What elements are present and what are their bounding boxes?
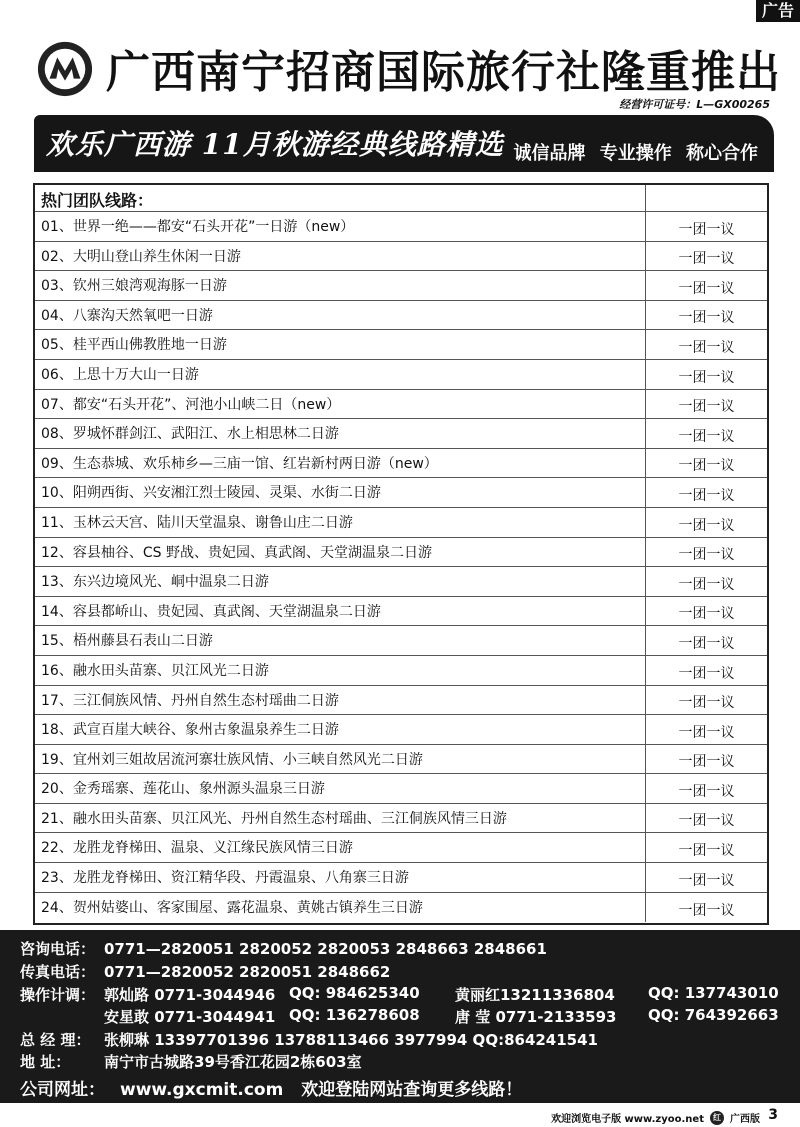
route-name: [35, 508, 646, 537]
route-price: 一团一议: [678, 369, 735, 386]
route-row: [35, 804, 767, 834]
website-note: 欢迎登陆网站查询更多线路！: [301, 1080, 523, 1100]
operator-1-qq: QQ: 984625340: [289, 984, 420, 1002]
fax-line: [20, 961, 390, 982]
route-row: [35, 271, 767, 301]
route-number: 09、: [41, 455, 73, 472]
route-name: [35, 271, 646, 300]
route-row: [35, 360, 767, 390]
route-name: [35, 478, 646, 507]
route-name: [35, 597, 646, 626]
route-price: 一团一议: [678, 695, 735, 712]
route-price: 一团一议: [678, 903, 735, 920]
route-row: [35, 390, 767, 420]
contact-panel: [0, 930, 800, 1103]
route-row: [35, 567, 767, 597]
route-price: 一团一议: [678, 813, 735, 830]
route-price: 一团一议: [678, 872, 735, 889]
footer-site: 欢迎浏览电子版 www.zyoo.net: [551, 1114, 704, 1125]
operator-3: 安星敢 0771-3044941: [104, 1008, 276, 1026]
operator-1: 郭灿路 0771-3044946: [104, 986, 276, 1004]
address-text: 南宁市古城路39号香江花园2栋603室: [104, 1053, 362, 1071]
page-footer: [0, 1103, 800, 1127]
footer-brand: 广西版: [730, 1114, 760, 1125]
route-row: [35, 478, 767, 508]
route-name: [35, 686, 646, 715]
banner-slogan: 诚信品牌 专业操作 称心合作: [513, 143, 758, 164]
route-row: [35, 863, 767, 893]
route-number: 13、: [41, 574, 73, 591]
company-title: 广西南宁招商国际旅行社隆重推出: [106, 47, 781, 98]
route-number: 15、: [41, 633, 73, 650]
route-price: 一团一议: [678, 251, 735, 268]
route-row: [35, 242, 767, 272]
footer-badge-icon: 红: [710, 1111, 724, 1125]
route-title: 贺州姑婆山、客家围屋、露花温泉、黄姚古镇养生三日游: [72, 899, 423, 916]
route-row: [35, 893, 767, 923]
operator-line-1: [20, 984, 275, 1005]
route-title: 融水田头苗寨、贝江风光、丹州自然生态村瑶曲、三江侗族风情三日游: [72, 810, 507, 827]
route-price: 一团一议: [678, 783, 735, 800]
route-number: 07、: [41, 396, 73, 413]
page-number: 3: [768, 1107, 778, 1123]
route-number: 08、: [41, 426, 73, 443]
route-name: [35, 538, 646, 567]
route-title: 金秀瑶寨、莲花山、象州源头温泉三日游: [72, 781, 325, 798]
license-number: 经营许可证号：L—GX00265: [619, 98, 770, 111]
route-name: [35, 301, 646, 330]
phone-label: 咨询电话：: [20, 940, 96, 958]
route-title: 钦州三娘湾观海豚一日游: [72, 278, 227, 295]
route-title: 武宣百崖大峡谷、象州古象温泉养生二日游: [72, 722, 339, 739]
route-title: 罗城怀群剑江、武阳江、水上相思林二日游: [72, 426, 339, 443]
route-name: [35, 774, 646, 803]
route-row: [35, 508, 767, 538]
route-number: 02、: [41, 248, 73, 265]
route-name: [35, 656, 646, 685]
route-price: 一团一议: [678, 635, 735, 652]
promo-banner: [34, 115, 774, 172]
operator-2: 黄丽红13211336804: [455, 986, 615, 1004]
route-row: [35, 686, 767, 716]
route-price: 一团一议: [678, 280, 735, 297]
route-number: 14、: [41, 603, 73, 620]
route-row: [35, 626, 767, 656]
route-name: [35, 567, 646, 596]
route-title: 三江侗族风情、丹州自然生态村瑶曲二日游: [72, 692, 339, 709]
route-price: 一团一议: [678, 428, 735, 445]
route-number: 03、: [41, 278, 73, 295]
route-row: [35, 330, 767, 360]
route-name: [35, 626, 646, 655]
route-price: 一团一议: [678, 339, 735, 356]
route-price: 一团一议: [678, 754, 735, 771]
route-title: 龙胜龙脊梯田、温泉、义江缘民族风情三日游: [72, 840, 353, 857]
banner-title: 欢乐广西游 11月秋游经典线路精选: [46, 128, 504, 161]
route-row: [35, 597, 767, 627]
route-row: [35, 745, 767, 775]
route-number: 18、: [41, 722, 73, 739]
route-title: 世界一绝——都安“石头开花”一日游（new）: [72, 219, 355, 235]
routes-table: [33, 183, 769, 925]
route-name: [35, 893, 646, 923]
route-title: 八寨沟天然氧吧一日游: [72, 307, 213, 324]
route-row: [35, 419, 767, 449]
route-price: 一团一议: [678, 665, 735, 682]
operator-4-qq: QQ: 764392663: [648, 1006, 779, 1024]
route-number: 04、: [41, 307, 73, 324]
gm-contact: 张柳琳 13397701396 13788113466 3977994 QQ:864241541: [104, 1031, 598, 1049]
route-number: 06、: [41, 366, 73, 383]
route-name: [35, 419, 646, 448]
route-name: [35, 360, 646, 389]
route-name: [35, 863, 646, 892]
route-title: 桂平西山佛教胜地一日游: [72, 337, 227, 354]
route-name: [35, 715, 646, 744]
route-row: [35, 538, 767, 568]
operator-2-qq: QQ: 137743010: [648, 984, 779, 1002]
route-title: 上思十万大山一日游: [72, 366, 199, 383]
route-price: 一团一议: [678, 399, 735, 416]
route-title: 都安“石头开花”、河池小山峡二日（new）: [72, 396, 341, 413]
route-title: 东兴边境风光、峒中温泉二日游: [72, 574, 269, 591]
route-title: 容县柚谷、CS 野战、贵妃园、真武阁、天堂湖温泉二日游: [72, 544, 432, 561]
route-name: [35, 745, 646, 774]
route-row: [35, 301, 767, 331]
route-title: 玉林云天宫、陆川天堂温泉、谢鲁山庄二日游: [72, 514, 353, 531]
route-row: [35, 833, 767, 863]
route-number: 23、: [41, 870, 73, 887]
gm-label: 总 经 理：: [20, 1031, 91, 1049]
route-price: 一团一议: [678, 487, 735, 504]
route-number: 16、: [41, 662, 73, 679]
route-price: 一团一议: [678, 547, 735, 564]
route-price: 一团一议: [678, 310, 735, 327]
route-name: [35, 390, 646, 419]
fax-label: 传真电话：: [20, 963, 96, 981]
route-number: 21、: [41, 810, 73, 827]
route-title: 宜州刘三姐故居流河寨壮族风情、小三峡自然风光二日游: [72, 751, 423, 768]
route-number: 10、: [41, 485, 73, 502]
route-title: 梧州藤县石表山二日游: [72, 633, 213, 650]
company-logo-icon: [36, 40, 94, 98]
website-link[interactable]: www.gxcmit.com: [120, 1080, 284, 1100]
route-price: 一团一议: [678, 606, 735, 623]
route-price: 一团一议: [678, 458, 735, 475]
route-row: [35, 774, 767, 804]
route-title: 融水田头苗寨、贝江风光二日游: [72, 662, 269, 679]
operator-3-qq: QQ: 136278608: [289, 1006, 420, 1024]
phone-numbers: 0771—2820051 2820052 2820053 2848663 2848661: [104, 940, 547, 958]
route-name: [35, 804, 646, 833]
route-number: 17、: [41, 692, 73, 709]
routes-header: 热门团队线路：: [35, 185, 646, 211]
route-row: [35, 212, 767, 242]
route-number: 11、: [41, 514, 73, 531]
address-label: 地 址：: [20, 1053, 71, 1071]
route-title: 大明山登山养生休闲一日游: [72, 248, 241, 265]
route-price: 一团一议: [678, 724, 735, 741]
website-line: [20, 1075, 522, 1100]
route-price: 一团一议: [678, 517, 735, 534]
route-title: 龙胜龙脊梯田、资江精华段、丹霞温泉、八角寨三日游: [72, 870, 409, 887]
route-row: [35, 449, 767, 479]
route-name: [35, 833, 646, 862]
operator-4: 唐 莹 0771-2133593: [455, 1008, 617, 1026]
fax-numbers: 0771—2820052 2820051 2848662: [104, 963, 391, 981]
route-name: [35, 330, 646, 359]
footer-text: [551, 1110, 760, 1125]
route-name: [35, 212, 646, 241]
route-row: [35, 656, 767, 686]
route-number: 01、: [41, 219, 73, 235]
route-name: [35, 242, 646, 271]
routes-header-row: [35, 185, 767, 212]
route-price: 一团一议: [678, 221, 735, 238]
route-price: 一团一议: [678, 843, 735, 860]
route-number: 12、: [41, 544, 73, 561]
route-title: 容县都峤山、贵妃园、真武阁、天堂湖温泉二日游: [72, 603, 381, 620]
gm-line: [20, 1029, 598, 1050]
route-title: 阳朔西街、兴安湘江烈士陵园、灵渠、水街二日游: [72, 485, 381, 502]
ad-tag: 广告: [756, 0, 800, 22]
route-number: 05、: [41, 337, 73, 354]
route-number: 19、: [41, 751, 73, 768]
route-number: 22、: [41, 840, 73, 857]
website-label: 公司网址：: [20, 1080, 105, 1100]
route-row: [35, 715, 767, 745]
route-price: 一团一议: [678, 576, 735, 593]
address-line: [20, 1051, 362, 1072]
route-title: 生态恭城、欢乐柿乡—三庙一馆、红岩新村两日游（new）: [72, 455, 438, 472]
route-number: 20、: [41, 781, 73, 798]
price-header: [646, 185, 767, 211]
route-name: [35, 449, 646, 478]
ops-label: 操作计调：: [20, 986, 96, 1004]
phone-line: [20, 938, 547, 959]
route-number: 24、: [41, 899, 73, 916]
